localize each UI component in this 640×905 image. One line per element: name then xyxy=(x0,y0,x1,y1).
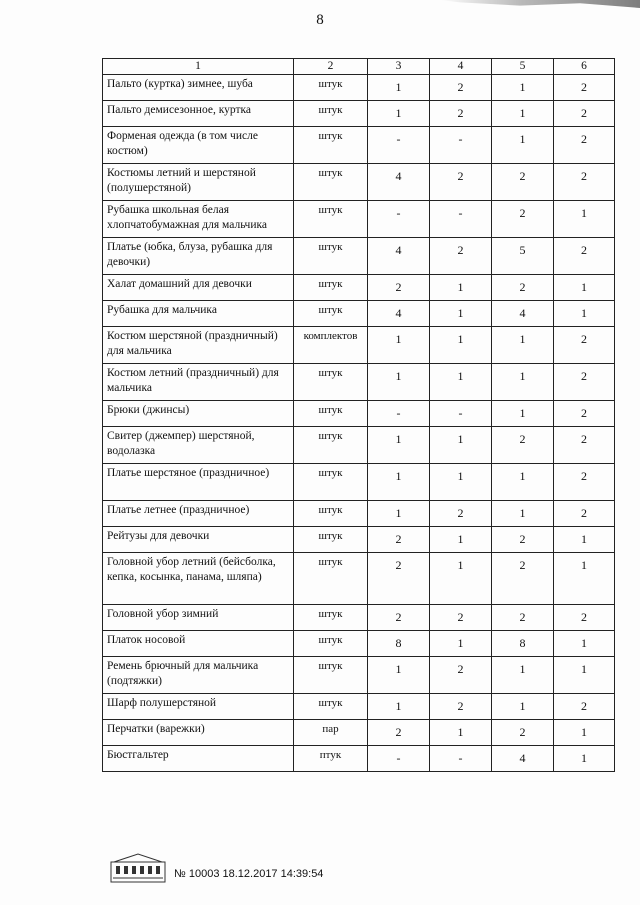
col5-cell: 1 xyxy=(492,401,554,427)
col5-cell: 2 xyxy=(492,553,554,605)
building-stamp-icon xyxy=(110,852,166,886)
col3-cell: 2 xyxy=(368,527,430,553)
col4-cell: 1 xyxy=(430,427,492,464)
table-row xyxy=(103,720,615,746)
unit-cell: штук xyxy=(294,553,368,605)
header-col-2: 2 xyxy=(294,59,368,75)
col6-cell: 2 xyxy=(554,401,615,427)
col4-cell: 1 xyxy=(430,275,492,301)
col5-cell: 5 xyxy=(492,238,554,275)
table-row xyxy=(103,75,615,101)
col4-cell: 1 xyxy=(430,301,492,327)
unit-cell: штук xyxy=(294,605,368,631)
col4-cell: - xyxy=(430,127,492,164)
col6-cell: 2 xyxy=(554,501,615,527)
col4-cell: 2 xyxy=(430,164,492,201)
table-row xyxy=(103,238,615,275)
col5-cell: 1 xyxy=(492,75,554,101)
col4-cell: 1 xyxy=(430,527,492,553)
item-name-cell: Платок носовой xyxy=(103,631,294,657)
unit-cell: штук xyxy=(294,694,368,720)
table-row xyxy=(103,694,615,720)
unit-cell: штук xyxy=(294,631,368,657)
col5-cell: 1 xyxy=(492,101,554,127)
col3-cell: - xyxy=(368,201,430,238)
table-row xyxy=(103,746,615,772)
col4-cell: 1 xyxy=(430,631,492,657)
col3-cell: 2 xyxy=(368,720,430,746)
table-row xyxy=(103,327,615,364)
unit-cell: штук xyxy=(294,275,368,301)
item-name-cell: Платье летнее (праздничное) xyxy=(103,501,294,527)
col3-cell: 8 xyxy=(368,631,430,657)
unit-cell: штук xyxy=(294,364,368,401)
item-name-cell: Ремень брючный для мальчика (подтяжки) xyxy=(103,657,294,694)
col3-cell: 4 xyxy=(368,238,430,275)
col3-cell: 2 xyxy=(368,553,430,605)
item-name-cell: Шарф полушерстяной xyxy=(103,694,294,720)
col6-cell: 2 xyxy=(554,694,615,720)
document-registration-stamp: № 10003 18.12.2017 14:39:54 xyxy=(174,868,324,880)
table-row xyxy=(103,464,615,501)
col4-cell: 1 xyxy=(430,553,492,605)
col4-cell: 2 xyxy=(430,75,492,101)
col5-cell: 4 xyxy=(492,746,554,772)
col3-cell: - xyxy=(368,127,430,164)
col3-cell: 1 xyxy=(368,464,430,501)
col5-cell: 1 xyxy=(492,657,554,694)
col6-cell: 1 xyxy=(554,527,615,553)
col5-cell: 1 xyxy=(492,501,554,527)
col5-cell: 4 xyxy=(492,301,554,327)
clothing-norms-table xyxy=(102,58,615,772)
col6-cell: 2 xyxy=(554,605,615,631)
scan-smudge xyxy=(440,0,640,8)
table-row xyxy=(103,553,615,605)
col3-cell: 2 xyxy=(368,275,430,301)
col5-cell: 2 xyxy=(492,720,554,746)
table-row xyxy=(103,364,615,401)
table-row xyxy=(103,201,615,238)
col6-cell: 2 xyxy=(554,427,615,464)
col3-cell: 1 xyxy=(368,501,430,527)
unit-cell: штук xyxy=(294,301,368,327)
col6-cell: 2 xyxy=(554,101,615,127)
header-col-4: 4 xyxy=(430,59,492,75)
table-header-row xyxy=(103,59,615,75)
unit-cell: штук xyxy=(294,527,368,553)
item-name-cell: Рубашка школьная белая хлопчатобумажная для мальчика xyxy=(103,201,294,238)
col6-cell: 2 xyxy=(554,238,615,275)
item-name-cell: Костюм летний (праздничный) для мальчика xyxy=(103,364,294,401)
col5-cell: 1 xyxy=(492,327,554,364)
col6-cell: 2 xyxy=(554,164,615,201)
item-name-cell: Костюм шерстяной (праздничный) для мальчика xyxy=(103,327,294,364)
item-name-cell: Халат домашний для девочки xyxy=(103,275,294,301)
item-name-cell: Перчатки (варежки) xyxy=(103,720,294,746)
page-number: 8 xyxy=(316,12,324,28)
unit-cell: штук xyxy=(294,101,368,127)
col4-cell: 2 xyxy=(430,657,492,694)
col6-cell: 2 xyxy=(554,327,615,364)
table-row xyxy=(103,164,615,201)
table-row xyxy=(103,301,615,327)
item-name-cell: Брюки (джинсы) xyxy=(103,401,294,427)
item-name-cell: Головной убор летний (бейсболка, кепка, косынка, панама, шляпа) xyxy=(103,553,294,605)
header-col-3: 3 xyxy=(368,59,430,75)
unit-cell: штук xyxy=(294,238,368,275)
col5-cell: 2 xyxy=(492,605,554,631)
item-name-cell: Костюмы летний и шерстяной (полушерстяной) xyxy=(103,164,294,201)
col4-cell: - xyxy=(430,401,492,427)
item-name-cell: Форменая одежда (в том числе костюм) xyxy=(103,127,294,164)
table-row xyxy=(103,127,615,164)
table-row xyxy=(103,631,615,657)
item-name-cell: Рейтузы для девочки xyxy=(103,527,294,553)
col6-cell: 1 xyxy=(554,553,615,605)
col5-cell: 2 xyxy=(492,201,554,238)
col4-cell: - xyxy=(430,746,492,772)
col6-cell: 1 xyxy=(554,657,615,694)
col6-cell: 1 xyxy=(554,720,615,746)
unit-cell: штук xyxy=(294,501,368,527)
item-name-cell: Бюстгальтер xyxy=(103,746,294,772)
unit-cell: комплектов xyxy=(294,327,368,364)
col5-cell: 1 xyxy=(492,694,554,720)
col4-cell: 2 xyxy=(430,694,492,720)
col5-cell: 1 xyxy=(492,127,554,164)
col6-cell: 1 xyxy=(554,275,615,301)
unit-cell: штук xyxy=(294,164,368,201)
col5-cell: 2 xyxy=(492,427,554,464)
col6-cell: 2 xyxy=(554,75,615,101)
table-row xyxy=(103,657,615,694)
unit-cell: штук xyxy=(294,427,368,464)
col5-cell: 2 xyxy=(492,164,554,201)
col4-cell: 1 xyxy=(430,720,492,746)
col5-cell: 2 xyxy=(492,275,554,301)
col4-cell: 1 xyxy=(430,327,492,364)
table-row xyxy=(103,275,615,301)
col3-cell: 1 xyxy=(368,101,430,127)
col4-cell: 1 xyxy=(430,364,492,401)
unit-cell: штук xyxy=(294,201,368,238)
col3-cell: 1 xyxy=(368,694,430,720)
col6-cell: 2 xyxy=(554,364,615,401)
col6-cell: 1 xyxy=(554,201,615,238)
col6-cell: 2 xyxy=(554,464,615,501)
col3-cell: 4 xyxy=(368,164,430,201)
col3-cell: 1 xyxy=(368,657,430,694)
col4-cell: 1 xyxy=(430,464,492,501)
col3-cell: - xyxy=(368,401,430,427)
col5-cell: 2 xyxy=(492,527,554,553)
header-col-6: 6 xyxy=(554,59,615,75)
col5-cell: 8 xyxy=(492,631,554,657)
col3-cell: 2 xyxy=(368,605,430,631)
unit-cell: пар xyxy=(294,720,368,746)
item-name-cell: Пальто (куртка) зимнее, шуба xyxy=(103,75,294,101)
table-row xyxy=(103,527,615,553)
col4-cell: - xyxy=(430,201,492,238)
footer xyxy=(102,850,502,890)
unit-cell: штук xyxy=(294,75,368,101)
table-row xyxy=(103,501,615,527)
unit-cell: штук xyxy=(294,401,368,427)
col6-cell: 1 xyxy=(554,301,615,327)
col5-cell: 1 xyxy=(492,364,554,401)
col6-cell: 1 xyxy=(554,746,615,772)
item-name-cell: Платье шерстяное (праздничное) xyxy=(103,464,294,501)
col3-cell: 1 xyxy=(368,427,430,464)
col4-cell: 2 xyxy=(430,501,492,527)
col3-cell: 1 xyxy=(368,364,430,401)
item-name-cell: Свитер (джемпер) шерстяной, водолазка xyxy=(103,427,294,464)
item-name-cell: Рубашка для мальчика xyxy=(103,301,294,327)
col5-cell: 1 xyxy=(492,464,554,501)
col4-cell: 2 xyxy=(430,238,492,275)
header-col-5: 5 xyxy=(492,59,554,75)
table-row xyxy=(103,101,615,127)
table-row xyxy=(103,401,615,427)
item-name-cell: Пальто демисезонное, куртка xyxy=(103,101,294,127)
header-col-1: 1 xyxy=(103,59,294,75)
table-row xyxy=(103,605,615,631)
col6-cell: 1 xyxy=(554,631,615,657)
unit-cell: штук xyxy=(294,464,368,501)
col3-cell: 1 xyxy=(368,75,430,101)
unit-cell: штук xyxy=(294,127,368,164)
unit-cell: штук xyxy=(294,657,368,694)
col3-cell: 1 xyxy=(368,327,430,364)
item-name-cell: Головной убор зимний xyxy=(103,605,294,631)
table-row xyxy=(103,427,615,464)
col3-cell: - xyxy=(368,746,430,772)
col4-cell: 2 xyxy=(430,605,492,631)
unit-cell: птук xyxy=(294,746,368,772)
col3-cell: 4 xyxy=(368,301,430,327)
col6-cell: 2 xyxy=(554,127,615,164)
col4-cell: 2 xyxy=(430,101,492,127)
item-name-cell: Платье (юбка, блуза, рубашка для девочки) xyxy=(103,238,294,275)
